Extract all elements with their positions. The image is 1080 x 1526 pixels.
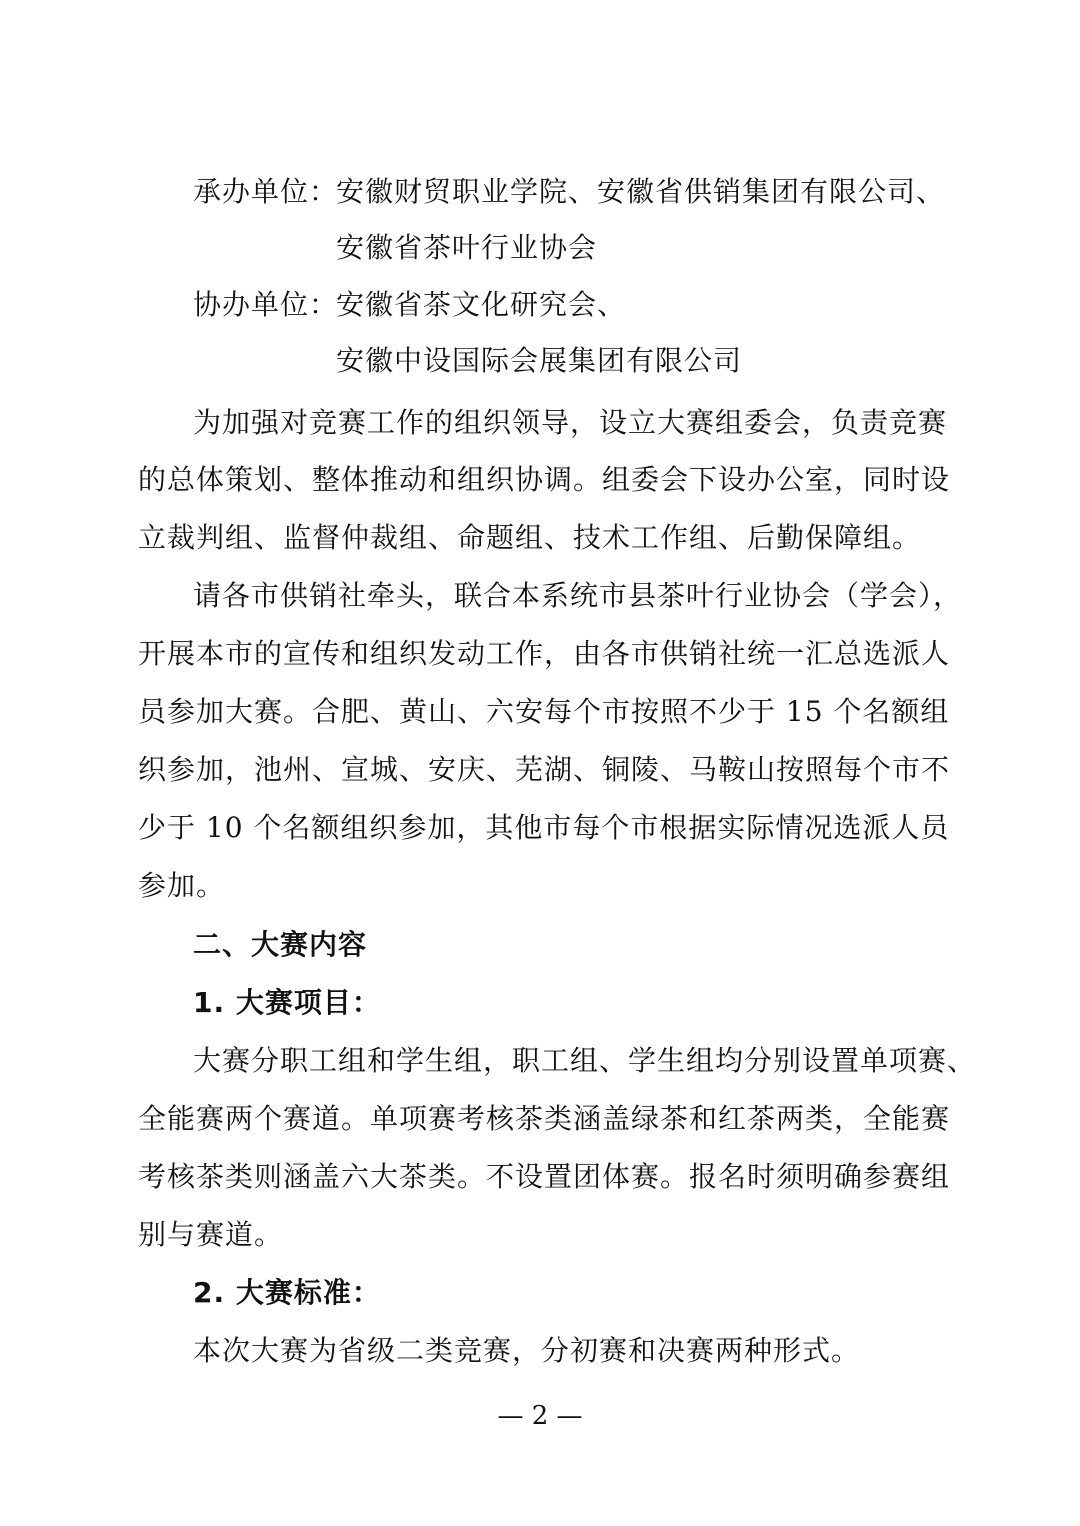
paragraph-2-line-2: 开展本市的宣传和组织发动工作，由各市供销社统一汇总选派人	[138, 637, 951, 670]
item-2-heading: 2. 大赛标准：	[193, 1276, 381, 1309]
paragraph-2-line-5: 少于 10 个名额组织参加，其他市每个市根据实际情况选派人员	[138, 811, 950, 844]
assist-line-2: 安徽中设国际会展集团有限公司	[336, 344, 743, 377]
page-number: — 2 —	[497, 1401, 583, 1431]
item-1-heading: 1. 大赛项目：	[193, 986, 381, 1019]
paragraph-2-line-6: 参加。	[138, 869, 226, 902]
section-heading: 二、大赛内容	[193, 928, 368, 961]
item-1-line-1: 大赛分职工组和学生组，职工组、学生组均分别设置单项赛、	[193, 1044, 977, 1077]
paragraph-1-line-1: 为加强对竞赛工作的组织领导，设立大赛组委会，负责竞赛	[193, 406, 948, 439]
host-line-1: 安徽财贸职业学院、安徽省供销集团有限公司、	[336, 175, 946, 208]
item-1-line-3: 考核茶类则涵盖六大茶类。不设置团体赛。报名时须明确参赛组	[138, 1160, 951, 1193]
assist-line-1: 安徽省茶文化研究会、	[336, 288, 627, 321]
item-2-line-1: 本次大赛为省级二类竞赛，分初赛和决赛两种形式。	[193, 1334, 861, 1367]
paragraph-2-line-4: 织参加，池州、宣城、安庆、芜湖、铜陵、马鞍山按照每个市不	[138, 753, 951, 786]
paragraph-2-line-1: 请各市供销社牵头，联合本系统市县茶叶行业协会（学会），	[193, 579, 963, 612]
host-line-2: 安徽省茶叶行业协会	[336, 231, 598, 264]
paragraph-1-line-3: 立裁判组、监督仲裁组、命题组、技术工作组、后勤保障组。	[138, 521, 922, 554]
item-1-line-2: 全能赛两个赛道。单项赛考核茶类涵盖绿茶和红茶两类，全能赛	[138, 1102, 951, 1135]
host-label: 承办单位：	[193, 175, 339, 208]
assist-label: 协办单位：	[193, 288, 339, 321]
paragraph-2-line-3: 员参加大赛。合肥、黄山、六安每个市按照不少于 15 个名额组	[138, 695, 950, 728]
item-1-line-4: 别与赛道。	[138, 1218, 284, 1251]
paragraph-1-line-2: 的总体策划、整体推动和组织协调。组委会下设办公室，同时设	[138, 463, 951, 496]
